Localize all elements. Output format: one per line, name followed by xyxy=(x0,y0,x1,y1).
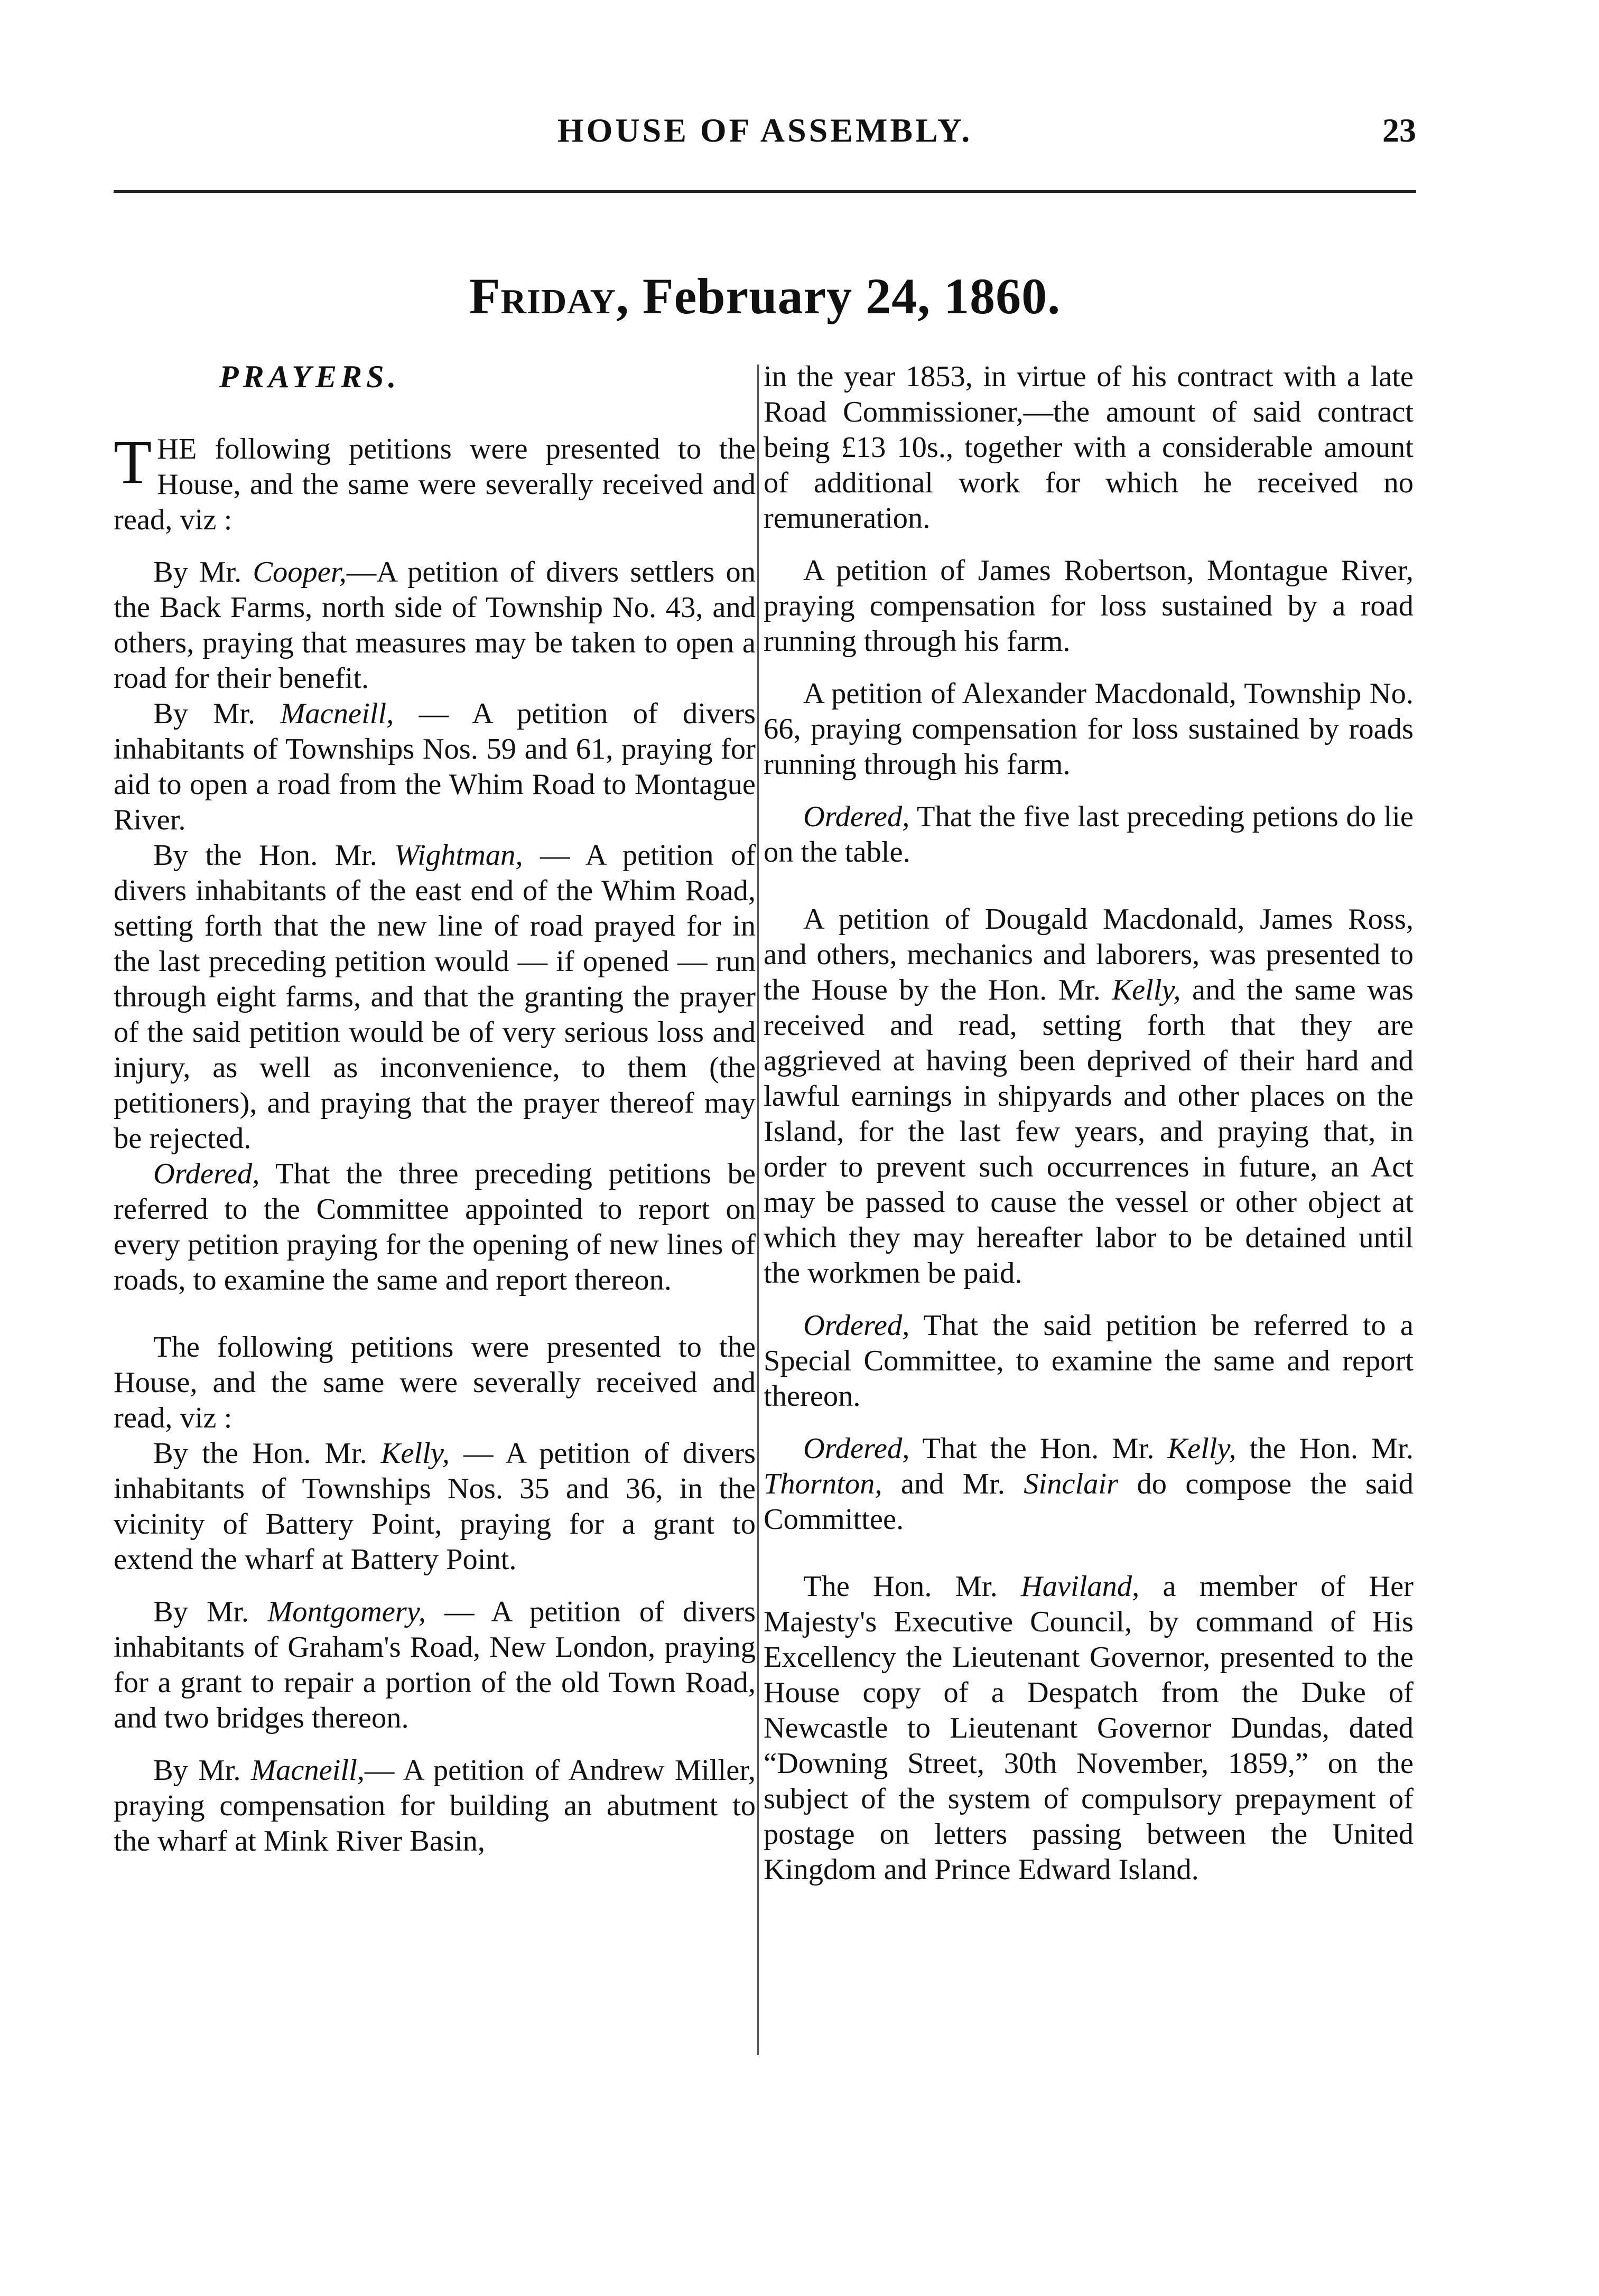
member-name: Haviland, xyxy=(1020,1570,1140,1603)
paragraph-text: — A petition of divers inhabitants of Townships Nos. 35 and 36, in the vicinity of Battery Point, praying for a grant to extend the wharf at Battery Point. xyxy=(114,1437,756,1576)
paragraph-text: A petition of James Robertson, Montague River, praying compensation for loss sustained by a road running through his farm. xyxy=(764,554,1414,658)
paragraph-text: the Hon. Mr. xyxy=(1249,1432,1414,1465)
paragraph xyxy=(764,553,1414,659)
paragraph-text: in the year 1853, in virtue of his contract with a late Road Commissioner,—the amount of said contract being £13 10s., together with a considerable amount of additional work for which he received no remuneration. xyxy=(764,360,1414,535)
column-divider xyxy=(757,365,759,2055)
ordered-label: Ordered, xyxy=(803,800,910,833)
paragraph xyxy=(114,427,756,538)
member-name: Kelly, xyxy=(1167,1432,1237,1465)
running-head xyxy=(114,106,1416,169)
paragraph-text: and the same was received and read, setting forth that they are aggrieved at having been deprived of their hard and lawful earnings in shipyards and other places on the Island, for the last few years, and praying that, in order to prevent such occurrences in future, an Act may be passed to cause the vessel or other object at which they may hereafter labor to be detained until the workmen be paid. xyxy=(764,974,1414,1290)
paragraph xyxy=(114,696,756,838)
paragraph xyxy=(764,799,1414,870)
date-heading xyxy=(114,267,1416,325)
member-name: Kelly, xyxy=(380,1437,450,1470)
member-name: Sinclair xyxy=(1024,1468,1119,1500)
member-name: Macneill, xyxy=(280,697,394,730)
paragraph-lead: By Mr. xyxy=(153,697,256,730)
member-name: Kelly, xyxy=(1112,974,1181,1006)
paragraph-text: — A petition of Andrew Miller, praying compensation for building an abutment to the wharf at Mink River Basin, xyxy=(114,1754,756,1858)
paragraph-text: The following petitions were presented to the House, and the same were severally received and read, viz : xyxy=(114,1331,756,1434)
paragraph xyxy=(764,1569,1414,1888)
paragraph-text: and Mr. xyxy=(900,1468,1005,1500)
paragraph xyxy=(114,1330,756,1436)
paragraph xyxy=(764,676,1414,782)
paragraph xyxy=(114,838,756,1156)
paragraph-lead: By Mr. xyxy=(153,1754,241,1787)
right-column xyxy=(764,359,1414,1888)
paragraph-text: A petition of Alexander Macdonald, Township No. 66, praying compensation for loss sustained by roads running through his farm. xyxy=(764,677,1414,781)
drop-cap: T xyxy=(114,427,152,497)
paragraph xyxy=(764,1431,1414,1537)
paragraph-text: — A petition of divers inhabitants of Graham's Road, New London, praying for a grant to repair a portion of the old Town Road, and two bridges thereon. xyxy=(114,1595,756,1734)
paragraph xyxy=(114,1156,756,1298)
ordered-label: Ordered, xyxy=(803,1432,910,1465)
paragraph-text: A petition of Dougald Macdonald, James Ross, and others, mechanics and laborers, was presented to the House by the Hon. Mr. xyxy=(764,903,1414,1006)
left-column xyxy=(114,359,756,1859)
ordered-label: Ordered, xyxy=(803,1309,910,1342)
paragraph-lead: By Mr. xyxy=(153,1595,249,1628)
paragraph-lead: By the Hon. Mr. xyxy=(153,839,377,872)
paragraph-text: a member of Her Majesty's Executive Council, by command of His Excellency the Lieutenant Governor, presented to the House copy of a Despatch from the Duke of Newcastle to Lieutenant Governor Dundas, dated “Downing Street, 30th November, 1859,” on the subject of the system of compulsory prepayment of postage on letters passing between the United Kingdom and Prince Edward Island. xyxy=(764,1570,1414,1886)
paragraph-text: HE following petitions were presented to the House, and the same were severally received and read, viz : xyxy=(114,433,756,536)
running-title: HOUSE OF ASSEMBLY. xyxy=(557,111,973,149)
paragraph xyxy=(114,1436,756,1578)
paragraph xyxy=(114,1594,756,1736)
header-rule xyxy=(114,190,1416,193)
prayers-heading: PRAYERS. xyxy=(219,359,401,394)
member-name: Macneill, xyxy=(250,1754,365,1787)
paragraph-text: That the three preceding petitions be referred to the Committee appointed to report on every petition praying for the opening of new lines of roads, to examine the same and report thereon. xyxy=(114,1158,756,1296)
paragraph xyxy=(764,359,1414,536)
paragraph-lead: By the Hon. Mr. xyxy=(153,1437,367,1470)
paragraph xyxy=(764,1308,1414,1414)
paragraph-text: — A petition of divers inhabitants of the east end of the Whim Road, setting forth that the new line of road prayed for in the last preceding petition would — if opened — run through eight farms, and that the granting the prayer of the said petition would be of very serious loss and injury, as well as inconvenience, to them (the petitioners), and praying that the prayer thereof may be rejected. xyxy=(114,839,756,1155)
paragraph-text: That the said petition be referred to a Special Committee, to examine the same and report thereon. xyxy=(764,1309,1414,1413)
paragraph xyxy=(114,1753,756,1859)
paragraph-text: —A petition of divers settlers on the Back Farms, north side of Township No. 43, and others, praying that measures may be taken to open a road for their benefit. xyxy=(114,556,756,695)
date-heading-day: Friday, xyxy=(469,268,629,324)
paragraph-text: — A petition of divers inhabitants of Townships Nos. 59 and 61, praying for aid to open a road from the Whim Road to Montague River. xyxy=(114,697,756,836)
paragraph-lead: By Mr. xyxy=(153,556,242,589)
paragraph xyxy=(114,555,756,696)
paragraph-text: do compose the said Committee. xyxy=(764,1468,1414,1536)
member-name: Thornton, xyxy=(764,1468,882,1500)
date-heading-date: February 24, 1860. xyxy=(642,268,1061,324)
member-name: Wightman, xyxy=(394,839,523,872)
member-name: Cooper, xyxy=(253,556,347,589)
page-number: 23 xyxy=(1382,111,1416,149)
paragraph-text: That the five last preceding petions do lie on the table. xyxy=(764,800,1414,869)
paragraph-text: The Hon. Mr. xyxy=(803,1570,998,1603)
ordered-label: Ordered, xyxy=(153,1158,260,1190)
paragraph-text: That the Hon. Mr. xyxy=(922,1432,1155,1465)
member-name: Montgomery, xyxy=(267,1595,426,1628)
paragraph xyxy=(764,902,1414,1291)
